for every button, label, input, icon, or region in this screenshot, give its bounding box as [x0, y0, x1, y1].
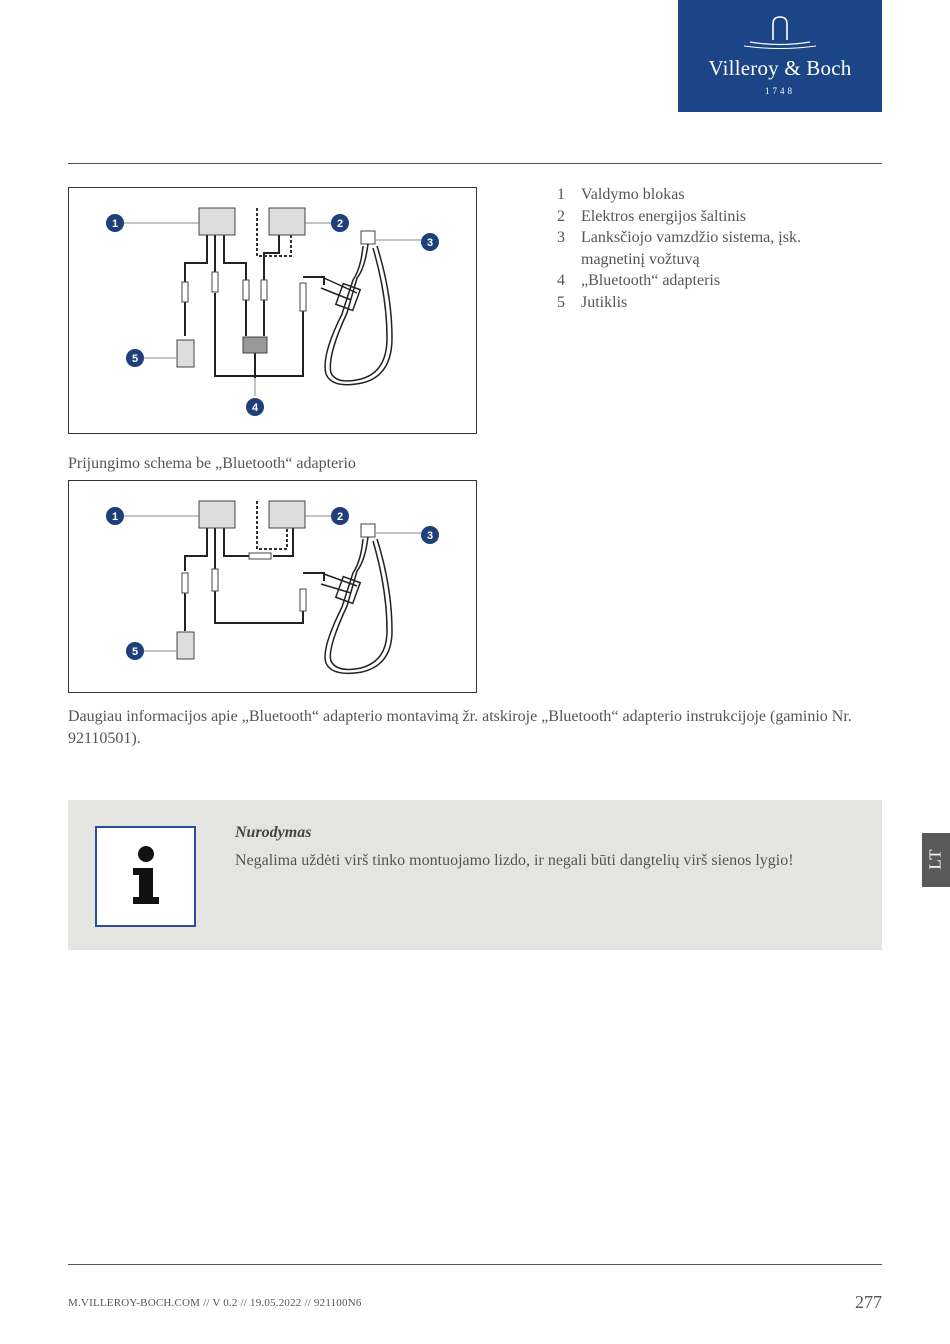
- note-text: Negalima uždėti virš tinko montuojamo lizdo, ir negali būti dangtelių virš sienos lygio!: [235, 852, 794, 869]
- note-box: [68, 800, 882, 950]
- callout-3: [421, 233, 439, 251]
- callout-5: [126, 642, 144, 660]
- top-divider: [68, 163, 882, 164]
- callout-4: [246, 398, 264, 416]
- legend-item: 5 Jutiklis: [557, 293, 628, 311]
- callout-1: [106, 507, 124, 525]
- language-tab: LT: [922, 833, 950, 887]
- callout-2: [331, 507, 349, 525]
- brand-logo: [678, 0, 882, 112]
- figure-caption: Prijungimo schema be „Bluetooth“ adapterio: [68, 455, 356, 472]
- svg-text:2: 2: [336, 218, 344, 230]
- info-icon: [95, 826, 196, 927]
- page-number: 277: [855, 1292, 882, 1312]
- callout-3: [421, 526, 439, 544]
- legend-item: 4 „Bluetooth“ adapteris: [557, 272, 721, 289]
- component-legend: [557, 184, 831, 313]
- bottom-divider: [68, 1264, 882, 1265]
- callout-2: [331, 214, 349, 232]
- brand-year: 1748: [765, 86, 795, 96]
- footer-text: M.VILLEROY-BOCH.COM // V 0.2 // 19.05.2022 // 921100N6: [68, 1297, 362, 1309]
- svg-text:2: 2: [336, 511, 344, 523]
- svg-text:4: 4: [251, 402, 259, 414]
- wiring-diagram-with-bluetooth: [68, 187, 477, 434]
- wiring-diagram-without-bluetooth: [68, 480, 477, 693]
- svg-text:5: 5: [131, 646, 139, 658]
- legend-item: 3 Lanksčiojo vamzdžio sistema, įsk. magnetinį vožtuvą: [557, 229, 801, 268]
- legend-item: 1 Valdymo blokas: [557, 186, 685, 203]
- callout-1: [106, 214, 124, 232]
- svg-text:3: 3: [426, 237, 434, 249]
- legend-item: 2 Elektros energijos šaltinis: [557, 207, 747, 225]
- fountain-icon: [678, 10, 882, 55]
- note-title: Nurodymas: [235, 824, 312, 841]
- svg-text:1: 1: [111, 218, 119, 230]
- svg-text:1: 1: [111, 511, 119, 523]
- svg-text:5: 5: [131, 353, 139, 365]
- info-paragraph: Daugiau informacijos apie „Bluetooth“ adapterio montavimą žr. atskiroje „Bluetooth“ adapterio instrukcijoje (gaminio Nr. 92110501).: [68, 708, 852, 747]
- brand-name: Villeroy & Boch: [708, 56, 852, 80]
- svg-text:3: 3: [426, 530, 434, 542]
- callout-5: [126, 349, 144, 367]
